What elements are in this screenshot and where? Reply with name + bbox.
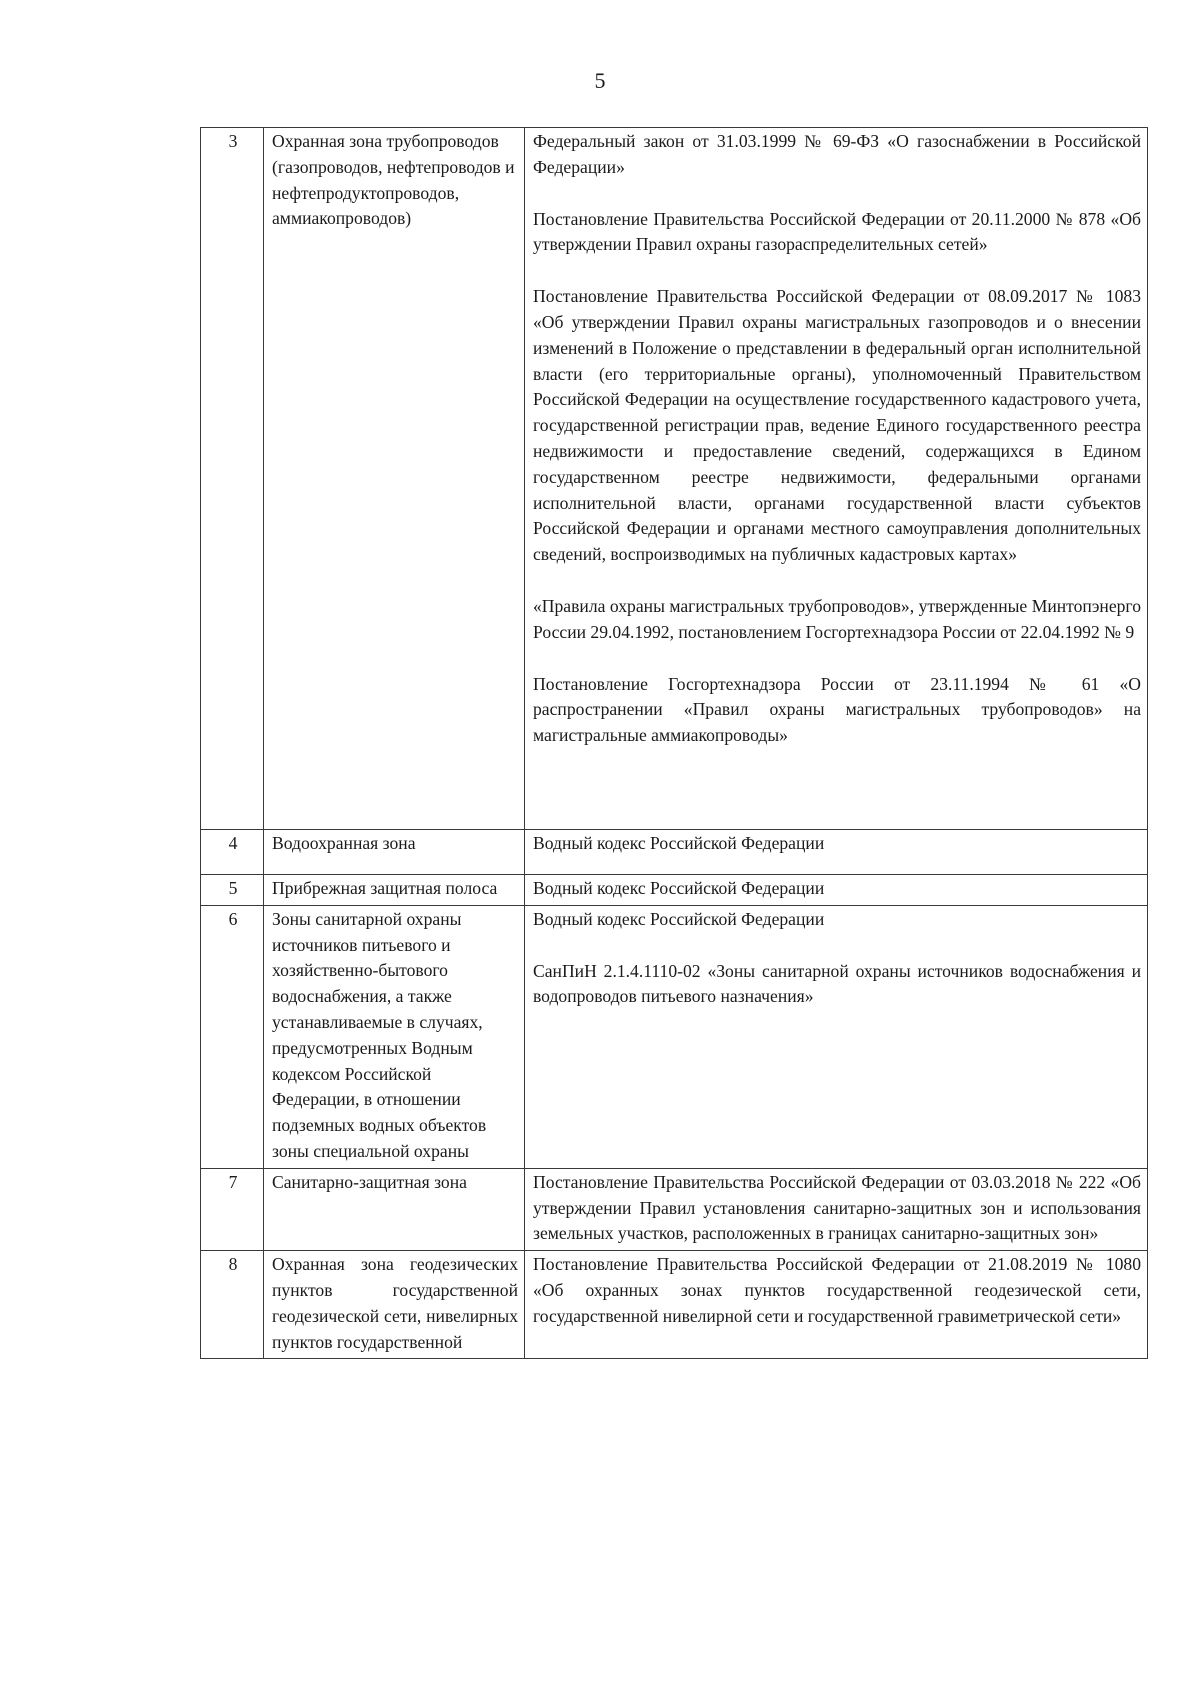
legal-basis bbox=[525, 1251, 1148, 1359]
table-row bbox=[201, 875, 1148, 906]
legal-basis bbox=[525, 1168, 1148, 1250]
table-row bbox=[201, 128, 1148, 830]
page-number: 5 bbox=[594, 68, 606, 93]
regulations-table bbox=[200, 127, 1148, 1359]
row-number: 6 bbox=[201, 905, 264, 1168]
zone-name: Санитарно-защитная зона bbox=[264, 1168, 525, 1250]
legal-basis-paragraph: Постановление Правительства Российской Федерации от 03.03.2018 № 222 «Об утверждении Правил установления санитарно-защитных зон и использования земельных участков, расположенных в границах санитарно-защитных зон» bbox=[533, 1171, 1141, 1244]
legal-basis-paragraph: СанПиН 2.1.4.1110-02 «Зоны санитарной охраны источников водоснабжения и водопроводов питьевого назначения» bbox=[533, 960, 1141, 1007]
zone-name: Водоохранная зона bbox=[264, 830, 525, 875]
row-number: 5 bbox=[201, 875, 264, 906]
table-row bbox=[201, 1251, 1148, 1359]
legal-basis-paragraph: Водный кодекс Российской Федерации bbox=[533, 833, 825, 853]
legal-basis-paragraph: Постановление Правительства Российской Федерации от 21.08.2019 № 1080 «Об охранных зонах пунктов государственной геодезической сети, государственной нивелирной сети и государственной гравиметрической сети» bbox=[533, 1254, 1141, 1326]
zone-name: Охранная зона трубопроводов (газопроводов, нефтепроводов и нефтепродуктопроводов, аммиакопроводов) bbox=[264, 128, 525, 830]
legal-basis bbox=[525, 830, 1148, 875]
zone-name: Прибрежная защитная полоса bbox=[264, 875, 525, 906]
row-number: 8 bbox=[201, 1251, 264, 1359]
legal-basis-paragraph: Постановление Правительства Российской Федерации от 08.09.2017 № 1083 «Об утверждении Правил охраны магистральных газопроводов и о внесении изменений в Положение о представлении в федеральный орган исполнительной власти (его территориальные органы), уполномоченный Правительством Российской Федерации на осуществление государственного кадастрового учета, государственной регистрации прав, ведение Единого государственного реестра недвижимости и предоставление сведений, содержащихся в Едином государственном реестре недвижимости, федеральными органами исполнительной власти, органами государственной власти субъектов Российской Федерации и органами местного самоуправления дополнительных сведений, воспроизводимых на публичных кадастровых картах» bbox=[533, 286, 1141, 565]
legal-basis bbox=[525, 875, 1148, 906]
legal-basis-paragraph: Водный кодекс Российской Федерации bbox=[533, 908, 825, 929]
legal-basis-paragraph: «Правила охраны магистральных трубопроводов», утвержденные Минтопэнерго России 29.04.1992, постановлением Госгортехнадзора России от 22.04.1992 № 9 bbox=[533, 595, 1141, 642]
legal-basis-paragraph: Водный кодекс Российской Федерации bbox=[533, 878, 825, 898]
legal-basis bbox=[525, 905, 1148, 1168]
legal-basis bbox=[525, 128, 1148, 830]
legal-basis-paragraph: Постановление Правительства Российской Федерации от 20.11.2000 № 878 «Об утверждении Правил охраны газораспределительных сетей» bbox=[533, 208, 1141, 255]
table-row bbox=[201, 905, 1148, 1168]
row-number: 3 bbox=[201, 128, 264, 830]
table-row bbox=[201, 1168, 1148, 1250]
legal-basis-paragraph: Федеральный закон от 31.03.1999 № 69-ФЗ «О газоснабжении в Российской Федерации» bbox=[533, 131, 1141, 177]
zone-name: Охранная зона геодезических пунктов государственной геодезической сети, нивелирных пунктов государственной bbox=[264, 1251, 525, 1359]
zone-name: Зоны санитарной охраны источников питьевого и хозяйственно-бытового водоснабжения, а также устанавливаемые в случаях, предусмотренных Водным кодексом Российской Федерации, в отношении подземных водных объектов зоны специальной охраны bbox=[264, 905, 525, 1168]
legal-basis-paragraph: Постановление Госгортехнадзора России от 23.11.1994 № 61 «О распространении «Правил охраны магистральных трубопроводов» на магистральные аммиакопроводы» bbox=[533, 673, 1141, 746]
row-number: 4 bbox=[201, 830, 264, 875]
table-row bbox=[201, 830, 1148, 875]
row-number: 7 bbox=[201, 1168, 264, 1250]
